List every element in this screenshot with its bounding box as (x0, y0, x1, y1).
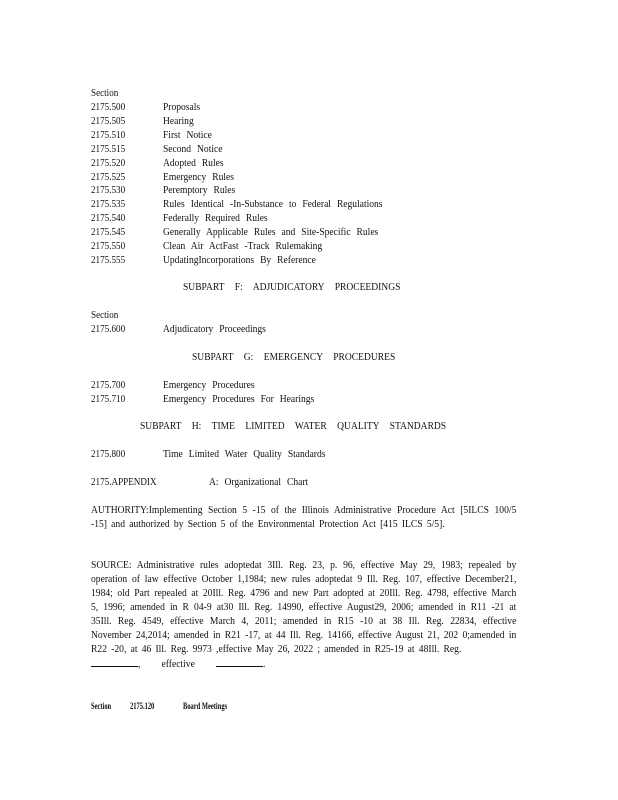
section-number: 2175.550 (91, 241, 126, 252)
section-title: Clean Air ActFast -Track Rulemaking (163, 241, 323, 252)
section-number: 2175.600 (91, 324, 126, 335)
blank-line (91, 657, 138, 667)
subpart-f-heading: SUBPART F: ADJUDICATORY PROCEEDINGS (183, 282, 401, 293)
section-number: 2175.520 (91, 157, 126, 169)
section-number: 2175.510 (91, 129, 126, 141)
blank-line (216, 657, 263, 667)
source-text: SOURCE: Administrative rules adoptedat 3Ill. Reg. 23, p. 96, effective May 29, 1983; repealed by operation of law effective October 1,1984; new rules adoptedat 9 Ill. Reg. 107, effective December21, 1984; old Part repealed at 20Ill. Reg. 4796 and new Part adopted at 20Ill. Reg. 4798, effective March 5, 1996; amended in R 04-9 at30 Ill. Reg. 14990, effective August29, 2006; amended in R11 -21 at 35Ill. Reg. 4549, effective March 4, 2011; amended in R15 -10 at 38 Ill. Reg. 22834, effective November 24,2014; amended in R21 -17, at 44 Ill. Reg. 14166, effective August 21, 202 0;amended in R22 -20, at 46 Ill. Reg. 9973 ,effective May 26, 2022 ; amended in R25-19 at 48Ill. Reg. (91, 560, 517, 655)
section-title: Adjudicatory Proceedings (163, 324, 266, 335)
source-period: . (262, 659, 266, 670)
section-number: 2175.535 (91, 199, 126, 211)
section-title: UpdatingIncorporations By Reference (163, 254, 316, 266)
section-title: Generally Applicable Rules and Site-Specific Rules (163, 227, 379, 239)
section-title: Peremptory Rules (163, 185, 236, 197)
section-title: Adopted Rules (163, 157, 224, 169)
source-comma: , (138, 659, 141, 670)
section-number: 2175.800 (91, 449, 126, 460)
section-title: Emergency Procedures For Hearings (163, 394, 315, 405)
section-number: 2175.500 (91, 102, 126, 113)
source-effective: effective (161, 659, 195, 670)
section-title: Federally Required Rules (163, 213, 268, 225)
subpart-g-heading: SUBPART G: EMERGENCY PROCEDURES (192, 352, 396, 363)
footer-section-title: Board Meetings (183, 701, 228, 711)
section-number: 2175.530 (91, 185, 126, 197)
section-title: First Notice (163, 129, 212, 141)
section-title: Hearing (163, 115, 194, 127)
section-title: Time Limited Water Quality Standards (163, 449, 326, 460)
section-number: 2175.555 (91, 254, 126, 266)
section-title: Proposals (163, 102, 201, 113)
section-title: Second Notice (163, 143, 223, 155)
appendix-number: 2175.APPENDIX (91, 477, 157, 488)
section-number: 2175.540 (91, 213, 126, 225)
section-label: Section (91, 88, 119, 99)
section-number: 2175.525 (91, 171, 126, 183)
section-label: Section (91, 310, 119, 321)
footer-section-number: 2175.120 (130, 701, 155, 711)
section-number: 2175.515 (91, 143, 126, 155)
section-number: 2175.545 (91, 227, 126, 239)
source-paragraph (91, 559, 516, 672)
section-title: Rules Identical -In-Substance to Federal Regulations (163, 199, 383, 211)
subpart-h-heading: SUBPART H: TIME LIMITED WATER QUALITY STANDARDS (140, 421, 447, 432)
footer-section-label: Section (91, 701, 112, 711)
section-title: Emergency Rules (163, 171, 234, 183)
appendix-title: A: Organizational Chart (209, 477, 309, 488)
authority-paragraph: AUTHORITY:Implementing Section 5 -15 of the Illinois Administrative Procedure Act [5ILCS 100/5 -15] and authorized by Section 5 of the Environmental Protection Act [415 ILCS 5/5]. (91, 505, 517, 530)
section-number: 2175.505 (91, 115, 126, 127)
section-number: 2175.710 (91, 394, 126, 405)
section-title: Emergency Procedures (163, 380, 255, 391)
section-number: 2175.700 (91, 380, 126, 391)
